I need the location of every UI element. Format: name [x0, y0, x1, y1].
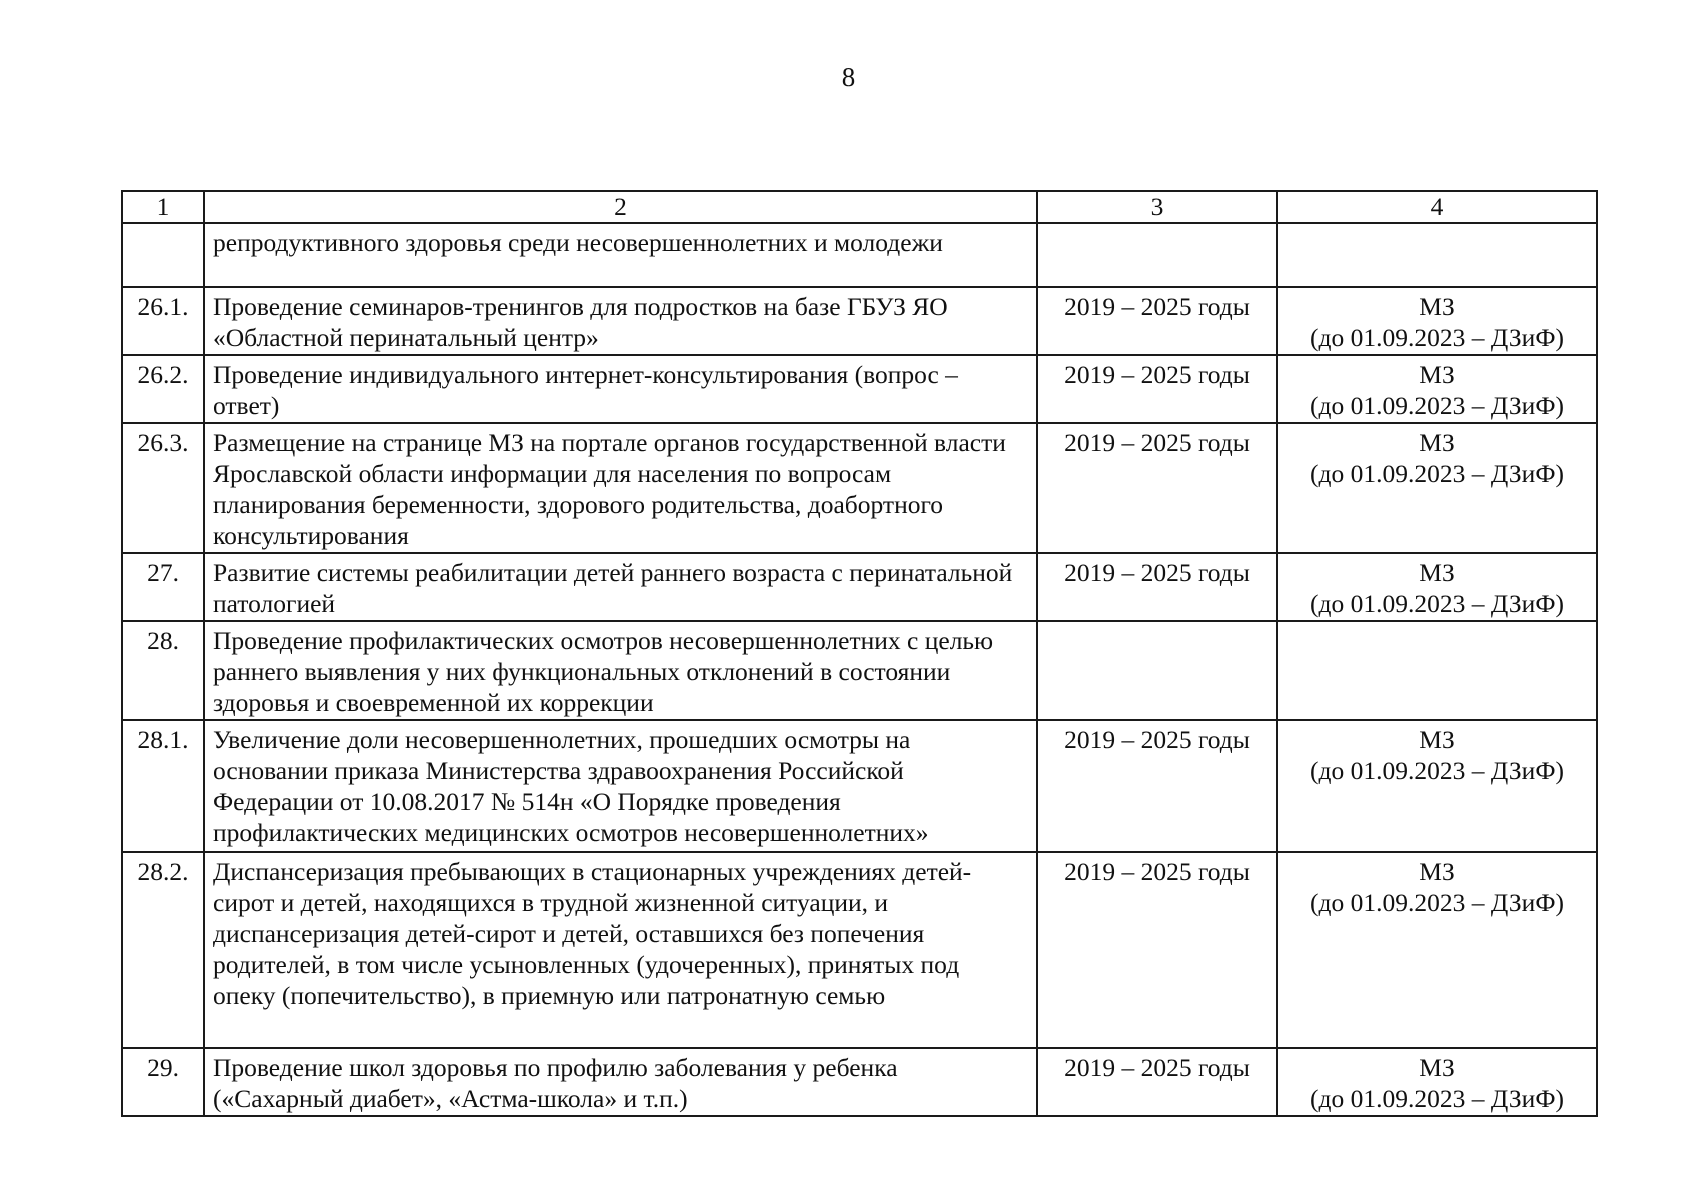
measure-text: Диспансеризация пребывающих в стационарных учреждениях детей-сирот и детей, находящихся в трудной жизненной ситуации, и диспансеризация детей-сирот и детей, оставшихся без попечения родителей, в том числе усыновленных (удочеренных), принятых под опеку (попечительство), в приемную или патронатную семью	[204, 852, 1037, 1048]
table-row	[122, 553, 1597, 621]
period-cell	[1037, 720, 1277, 852]
responsible-cell	[1277, 423, 1597, 553]
column-number-4: 4	[1277, 191, 1597, 223]
item-number	[122, 223, 204, 287]
period-text: 2019 – 2025 годы	[1064, 428, 1250, 457]
measure-text: Проведение семинаров-тренингов для подростков на базе ГБУЗ ЯО «Областной перинатальный центр»	[204, 287, 1037, 355]
table-row	[122, 223, 1597, 287]
measure-text: Увеличение доли несовершеннолетних, прошедших осмотры на основании приказа Министерства здравоохранения Российской Федерации от 10.08.2017 № 514н «О Порядке проведения профилактических медицинских осмотров несовершеннолетних»	[204, 720, 1037, 852]
period-cell	[1037, 553, 1277, 621]
responsible-cell	[1277, 852, 1597, 1048]
item-number: 26.1.	[122, 287, 204, 355]
item-number: 28.1.	[122, 720, 204, 852]
item-number: 28.	[122, 621, 204, 720]
responsible-main: МЗ	[1419, 292, 1455, 321]
item-number: 28.2.	[122, 852, 204, 1048]
table-row	[122, 1048, 1597, 1116]
column-number-3: 3	[1037, 191, 1277, 223]
responsible-main: МЗ	[1419, 725, 1455, 754]
responsible-cell	[1277, 355, 1597, 423]
period-text: 2019 – 2025 годы	[1064, 725, 1250, 754]
responsible-note: (до 01.09.2023 – ДЗиФ)	[1310, 1084, 1564, 1113]
measure-text: Проведение школ здоровья по профилю заболевания у ребенка («Сахарный диабет», «Астма-школа» и т.п.)	[204, 1048, 1037, 1116]
measures-table	[121, 190, 1598, 1117]
column-number-1: 1	[122, 191, 204, 223]
period-text: 2019 – 2025 годы	[1064, 558, 1250, 587]
table-row	[122, 720, 1597, 852]
period-text: 2019 – 2025 годы	[1064, 360, 1250, 389]
period-cell	[1037, 287, 1277, 355]
measure-text: Проведение индивидуального интернет-консультирования (вопрос – ответ)	[204, 355, 1037, 423]
responsible-note: (до 01.09.2023 – ДЗиФ)	[1310, 323, 1564, 352]
responsible-note: (до 01.09.2023 – ДЗиФ)	[1310, 888, 1564, 917]
period-cell	[1037, 621, 1277, 720]
responsible-main: МЗ	[1419, 360, 1455, 389]
responsible-main: МЗ	[1419, 1053, 1455, 1082]
item-number: 26.2.	[122, 355, 204, 423]
measure-text: Размещение на странице МЗ на портале органов государственной власти Ярославской области информации для населения по вопросам планирования беременности, здорового родительства, доабортного консультирования	[204, 423, 1037, 553]
table-header-row	[122, 191, 1597, 223]
period-cell	[1037, 355, 1277, 423]
responsible-cell	[1277, 223, 1597, 287]
measure-text: Проведение профилактических осмотров несовершеннолетних с целью раннего выявления у них функциональных отклонений в состоянии здоровья и своевременной их коррекции	[204, 621, 1037, 720]
responsible-cell	[1277, 621, 1597, 720]
responsible-main: МЗ	[1419, 428, 1455, 457]
period-cell	[1037, 423, 1277, 553]
responsible-main: МЗ	[1419, 558, 1455, 587]
period-cell	[1037, 223, 1277, 287]
responsible-note: (до 01.09.2023 – ДЗиФ)	[1310, 756, 1564, 785]
period-text: 2019 – 2025 годы	[1064, 1053, 1250, 1082]
responsible-cell	[1277, 1048, 1597, 1116]
responsible-note: (до 01.09.2023 – ДЗиФ)	[1310, 459, 1564, 488]
table-row	[122, 423, 1597, 553]
measure-text: Развитие системы реабилитации детей раннего возраста с перинатальной патологией	[204, 553, 1037, 621]
table-row	[122, 852, 1597, 1048]
page-number: 8	[841, 62, 856, 92]
period-text: 2019 – 2025 годы	[1064, 292, 1250, 321]
item-number: 29.	[122, 1048, 204, 1116]
responsible-cell	[1277, 553, 1597, 621]
responsible-cell	[1277, 720, 1597, 852]
column-number-2: 2	[204, 191, 1037, 223]
period-cell	[1037, 1048, 1277, 1116]
responsible-main: МЗ	[1419, 857, 1455, 886]
responsible-note: (до 01.09.2023 – ДЗиФ)	[1310, 391, 1564, 420]
responsible-note: (до 01.09.2023 – ДЗиФ)	[1310, 589, 1564, 618]
table-row	[122, 621, 1597, 720]
item-number: 27.	[122, 553, 204, 621]
table-row	[122, 355, 1597, 423]
item-number: 26.3.	[122, 423, 204, 553]
period-cell	[1037, 852, 1277, 1048]
table-row	[122, 287, 1597, 355]
measure-text: репродуктивного здоровья среди несовершеннолетних и молодежи	[204, 223, 1037, 287]
period-text: 2019 – 2025 годы	[1064, 857, 1250, 886]
responsible-cell	[1277, 287, 1597, 355]
